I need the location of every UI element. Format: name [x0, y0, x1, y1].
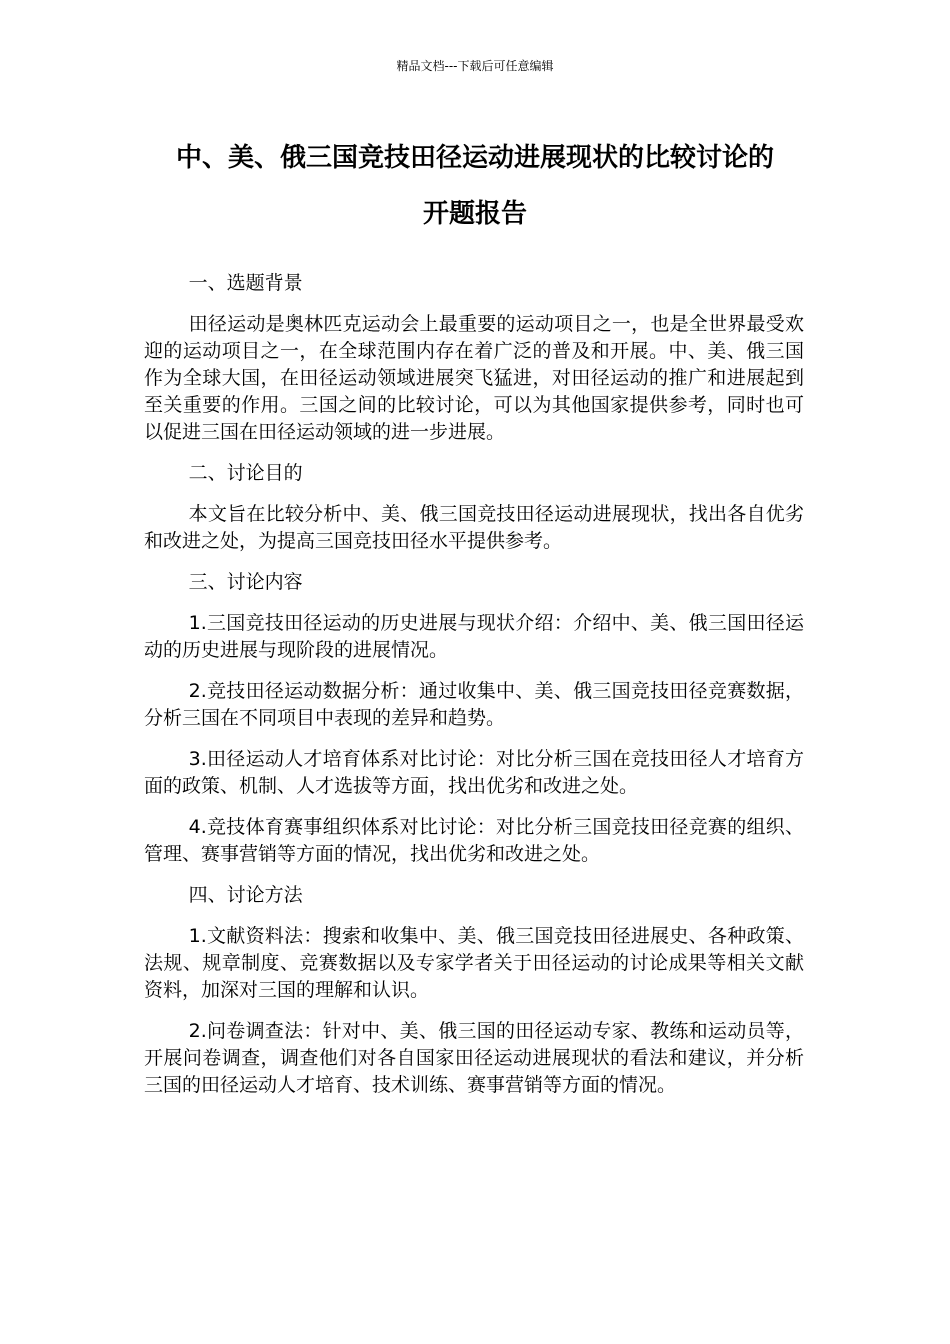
header-note: 精品文档---下载后可任意编辑: [396, 59, 554, 73]
section-heading-purpose: 二、讨论目的: [188, 462, 303, 484]
paragraph-content-3: 3.田径运动人才培育体系对比讨论：对比分析三国在竞技田径人才培育方面的政策、机制、人才选拔等方面，找出优劣和改进之处。: [144, 748, 804, 797]
document-body: [144, 270, 804, 1113]
paragraph-methods-2: 2.问卷调查法：针对中、美、俄三国的田径运动专家、教练和运动员等，开展问卷调查，调查他们对各自国家田径运动进展现状的看法和建议，并分析三国的田径运动人才培育、技术训练、赛事营销等方面的情况。: [144, 1020, 804, 1096]
section-heading-background: 一、选题背景: [188, 272, 303, 294]
paragraph-background: 田径运动是奥林匹克运动会上最重要的运动项目之一，也是全世界最受欢迎的运动项目之一，在全球范围内存在着广泛的普及和开展。中、美、俄三国作为全球大国，在田径运动领域进展突飞猛进，对田径运动的推广和进展起到至关重要的作用。三国之间的比较讨论，可以为其他国家提供参考，同时也可以促进三国在田径运动领域的进一步进展。: [144, 313, 804, 443]
paragraph-purpose: 本文旨在比较分析中、美、俄三国竞技田径运动进展现状，找出各自优劣和改进之处，为提高三国竞技田径水平提供参考。: [144, 503, 804, 552]
section-heading-content: 三、讨论内容: [188, 571, 303, 593]
section-heading-methods: 四、讨论方法: [188, 884, 303, 906]
paragraph-content-1: 1.三国竞技田径运动的历史进展与现状介绍：介绍中、美、俄三国田径运动的历史进展与现阶段的进展情况。: [144, 612, 804, 661]
paragraph-content-4: 4.竞技体育赛事组织体系对比讨论：对比分析三国竞技田径竞赛的组织、管理、赛事营销等方面的情况，找出优劣和改进之处。: [144, 816, 804, 865]
title-line-1: 中、美、俄三国竞技田径运动进展现状的比较讨论的: [175, 143, 774, 173]
paragraph-content-2: 2.竞技田径运动数据分析：通过收集中、美、俄三国竞技田径竞赛数据，分析三国在不同项目中表现的差异和趋势。: [144, 680, 804, 729]
title-line-2: 开题报告: [422, 199, 527, 229]
document-title: [130, 130, 820, 242]
paragraph-methods-1: 1.文献资料法：搜索和收集中、美、俄三国竞技田径进展史、各种政策、法规、规章制度、竞赛数据以及专家学者关于田径运动的讨论成果等相关文献资料，加深对三国的理解和认识。: [144, 925, 804, 1001]
